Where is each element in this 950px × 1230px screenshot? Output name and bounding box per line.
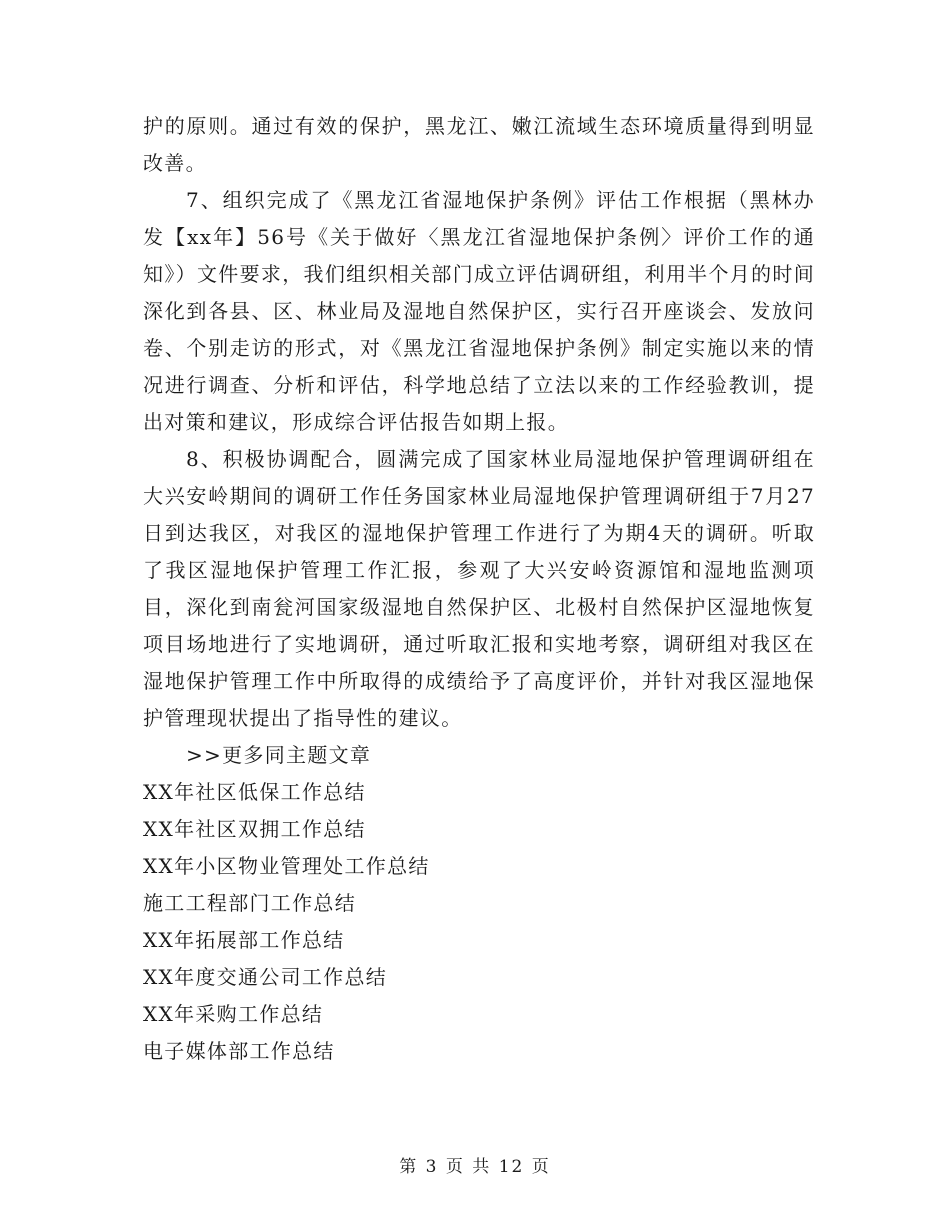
related-article-link[interactable]: XX年采购工作总结 bbox=[143, 1002, 324, 1026]
related-article-link[interactable]: 施工工程部门工作总结 bbox=[143, 891, 356, 915]
related-article-link[interactable]: XX年小区物业管理处工作总结 bbox=[143, 854, 430, 878]
page-footer bbox=[0, 1152, 950, 1177]
document-body bbox=[143, 108, 815, 1070]
paragraph-continuation: 护的原则。通过有效的保护，黑龙江、嫩江流域生态环境质量得到明显改善。 bbox=[143, 114, 815, 175]
related-articles-list bbox=[143, 774, 815, 1070]
related-article-link[interactable]: XX年拓展部工作总结 bbox=[143, 928, 345, 952]
page-number: 第 3 页 共 12 页 bbox=[399, 1157, 551, 1177]
related-article-link[interactable]: 电子媒体部工作总结 bbox=[143, 1039, 335, 1063]
related-article-link[interactable]: XX年度交通公司工作总结 bbox=[143, 965, 388, 989]
related-article-link[interactable]: XX年社区低保工作总结 bbox=[143, 780, 366, 804]
paragraph-item-7: 7、组织完成了《黑龙江省湿地保护条例》评估工作根据（黑林办发【xx年】56号《关于做好〈黑龙江省湿地保护条例〉评价工作的通知》）文件要求，我们组织相关部门成立评估调研组，利用半个月的时间深化到各县、区、林业局及湿地自然保护区，实行召开座谈会、发放问卷、个别走访的形式，对《黑龙江省湿地保护条例》制定实施以来的情况进行调查、分析和评估，科学地总结了立法以来的工作经验教训，提出对策和建议，形成综合评估报告如期上报。 bbox=[143, 188, 815, 434]
more-articles-link[interactable]: >>更多同主题文章 bbox=[186, 743, 372, 767]
related-article-link[interactable]: XX年社区双拥工作总结 bbox=[143, 817, 366, 841]
paragraph-item-8: 8、积极协调配合，圆满完成了国家林业局湿地保护管理调研组在大兴安岭期间的调研工作任务国家林业局湿地保护管理调研组于7月27日到达我区，对我区的湿地保护管理工作进行了为期4天的调研。听取了我区湿地保护管理工作汇报，参观了大兴安岭资源馆和湿地监测项目，深化到南瓮河国家级湿地自然保护区、北极村自然保护区湿地恢复项目场地进行了实地调研，通过听取汇报和实地考察，调研组对我区在湿地保护管理工作中所取得的成绩给予了高度评价，并针对我区湿地保护管理现状提出了指导性的建议。 bbox=[143, 447, 815, 730]
